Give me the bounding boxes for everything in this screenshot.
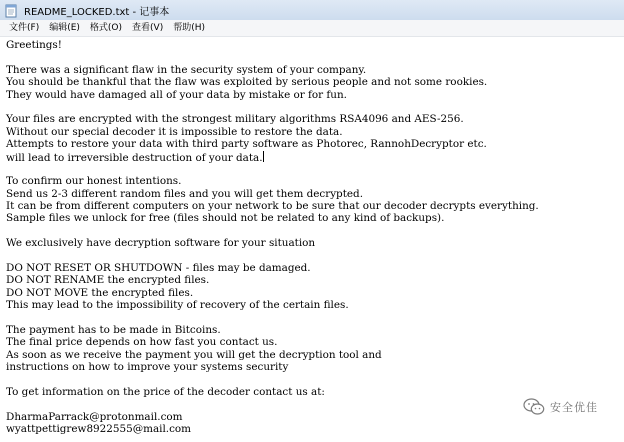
menu-bar bbox=[0, 20, 624, 37]
text-line bbox=[6, 163, 618, 175]
menu-help[interactable]: 帮助(H) bbox=[173, 23, 206, 33]
text-line: Sample files we unlock for free (files should not be related to any kind of backups). bbox=[6, 212, 445, 225]
menu-format[interactable]: 格式(O) bbox=[89, 23, 123, 33]
text-line: Without our special decoder it is impossible to restore the data. bbox=[6, 125, 343, 138]
text-line: Greetings! bbox=[6, 39, 62, 51]
watermark bbox=[523, 398, 598, 416]
watermark-text: 安全优佳 bbox=[550, 401, 598, 414]
text-line: This may lead to the impossibility of recovery of the certain files. bbox=[6, 299, 349, 312]
text-caret bbox=[263, 151, 264, 162]
text-line bbox=[6, 312, 618, 324]
text-line: Your files are encrypted with the strongest military algorithms RSA4096 and AES-256. bbox=[6, 113, 464, 126]
text-line bbox=[6, 250, 618, 262]
text-line: Attempts to restore your data with third party software as Photorec, RannohDecryptor etc. bbox=[6, 138, 487, 151]
text-line: It can be from different computers on your network to be sure that our decoder decrypts everything. bbox=[6, 200, 539, 213]
text-line: The payment has to be made in Bitcoins. bbox=[6, 323, 221, 336]
text-line: will lead to irreversible destruction of your data. bbox=[6, 151, 263, 164]
document-text[interactable] bbox=[6, 39, 618, 436]
text-line-with-caret bbox=[6, 151, 618, 163]
text-line bbox=[6, 225, 618, 237]
menu-edit[interactable]: 编辑(E) bbox=[49, 23, 80, 33]
text-line: As soon as we receive the payment you will get the decryption tool and bbox=[6, 348, 382, 361]
menu-file[interactable]: 文件(F) bbox=[9, 23, 40, 33]
wechat-icon bbox=[523, 398, 545, 416]
notepad-icon[interactable] bbox=[4, 3, 18, 17]
text-line: You should be thankful that the flaw was exploited by serious people and not some rookies. bbox=[6, 76, 488, 89]
text-line: We exclusively have decryption software for your situation bbox=[6, 237, 316, 250]
menu-view[interactable]: 查看(V) bbox=[132, 23, 164, 33]
title-bar[interactable] bbox=[0, 0, 624, 20]
text-line bbox=[6, 374, 618, 386]
text-line: instructions on how to improve your systems security bbox=[6, 361, 289, 374]
text-line: To get information on the price of the decoder contact us at: bbox=[6, 385, 325, 398]
text-line bbox=[6, 101, 618, 113]
text-editor-area[interactable] bbox=[0, 37, 624, 442]
text-line: They would have damaged all of your data by mistake or for fun. bbox=[6, 88, 347, 101]
text-line: wyattpettigrew8922555@mail.com bbox=[6, 423, 192, 436]
text-line: Send us 2-3 different random files and you will get them decrypted. bbox=[6, 187, 363, 200]
window-title: README_LOCKED.txt - 记事本 bbox=[24, 6, 170, 18]
text-line: DO NOT MOVE the encrypted files. bbox=[6, 286, 194, 299]
text-line bbox=[6, 51, 618, 63]
text-line: DharmaParrack@protonmail.com bbox=[6, 410, 183, 423]
text-line: DO NOT RENAME the encrypted files. bbox=[6, 274, 210, 287]
text-line: There was a significant flaw in the security system of your company. bbox=[6, 63, 367, 76]
text-line: To confirm our honest intentions. bbox=[6, 175, 182, 188]
text-line: The final price depends on how fast you contact us. bbox=[6, 336, 278, 349]
text-line: DO NOT RESET OR SHUTDOWN - files may be damaged. bbox=[6, 262, 311, 275]
